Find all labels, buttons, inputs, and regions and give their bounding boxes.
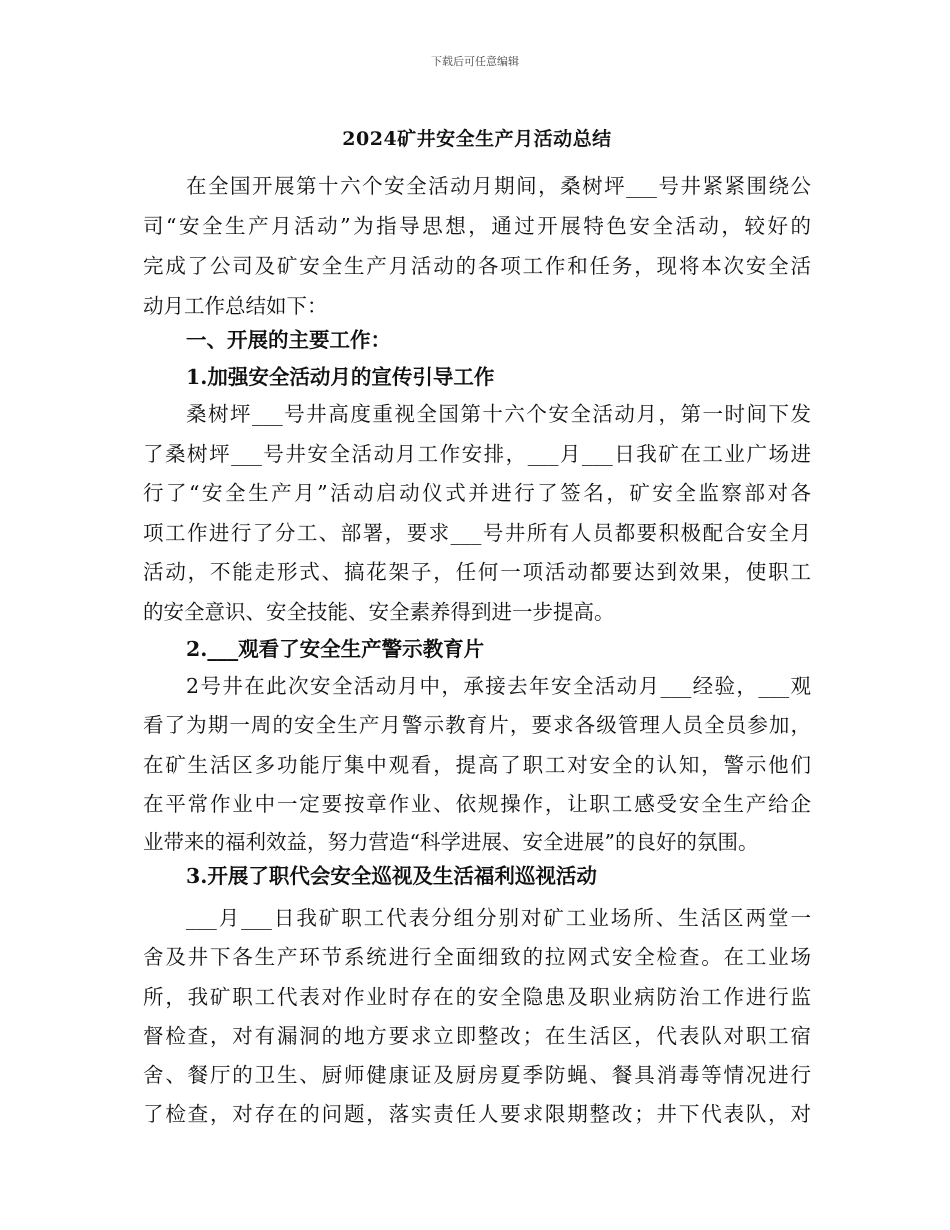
- subsection-heading: 1.加强安全活动月的宣传引导工作: [186, 365, 495, 389]
- paragraph-line: 在平常作业中一定要按章作业、依规操作，让职工感受安全生产给企: [143, 792, 811, 816]
- paragraph-line: 督检查，对有漏洞的地方要求立即整改；在生活区，代表队对职工宿: [143, 1024, 811, 1048]
- paragraph-line: ___月___日我矿职工代表分组分别对矿工业场所、生活区两堂一: [186, 906, 811, 930]
- paragraph-line: 司“安全生产月活动”为指导思想，通过开展特色安全活动，较好的: [143, 214, 811, 238]
- header-note: 下载后可任意编辑: [431, 55, 519, 68]
- subsection-heading: 3.开展了职代会安全巡视及生活福利巡视活动: [186, 864, 597, 888]
- paragraph-line: 活动，不能走形式、搞花架子，任何一项活动都要达到效果，使职工: [143, 560, 811, 584]
- document-title: 2024矿井安全生产月活动总结: [342, 128, 612, 150]
- section-heading: 一、开展的主要工作：: [186, 328, 391, 352]
- paragraph-line: 舍、餐厅的卫生、厨师健康证及厨房夏季防蝇、餐具消毒等情况进行: [143, 1063, 811, 1087]
- subsection-heading: 2.___观看了安全生产警示教育片: [186, 637, 485, 661]
- paragraph-line: 桑树坪___号井高度重视全国第十六个安全活动月，第一时间下发: [186, 402, 811, 426]
- paragraph-line: 业带来的福利效益，努力营造“科学进展、安全进展”的良好的氛围。: [143, 830, 759, 854]
- paragraph-line: 所，我矿职工代表对作业时存在的安全隐患及职业病防治工作进行监: [143, 985, 811, 1009]
- paragraph-line: 在全国开展第十六个安全活动月期间，桑树坪___号井紧紧围绕公: [186, 174, 811, 198]
- paragraph-line: 项工作进行了分工、部署，要求___号井所有人员都要积极配合安全月: [143, 521, 811, 545]
- paragraph-line: 2号井在此次安全活动月中，承接去年安全活动月___经验，___观: [186, 674, 811, 698]
- paragraph-line: 了桑树坪___号井安全活动月工作安排，___月___日我矿在工业广场进: [143, 442, 811, 466]
- paragraph-line: 看了为期一周的安全生产月警示教育片，要求各级管理人员全员参加，: [143, 713, 811, 737]
- paragraph-line: 行了“安全生产月”活动启动仪式并进行了签名，矿安全监察部对各: [143, 481, 811, 505]
- paragraph-line: 完成了公司及矿安全生产月活动的各项工作和任务，现将本次安全活: [143, 254, 811, 278]
- paragraph-line: 在矿生活区多功能厅集中观看，提高了职工对安全的认知，警示他们: [143, 753, 811, 777]
- paragraph-line: 的安全意识、安全技能、安全素养得到进一步提高。: [143, 600, 615, 624]
- paragraph-line: 动月工作总结如下：: [143, 294, 328, 318]
- paragraph-line: 舍及井下各生产环节系统进行全面细致的拉网式安全检查。在工业场: [143, 945, 811, 969]
- paragraph-line: 了检查，对存在的问题，落实责任人要求限期整改；井下代表队，对: [143, 1102, 811, 1126]
